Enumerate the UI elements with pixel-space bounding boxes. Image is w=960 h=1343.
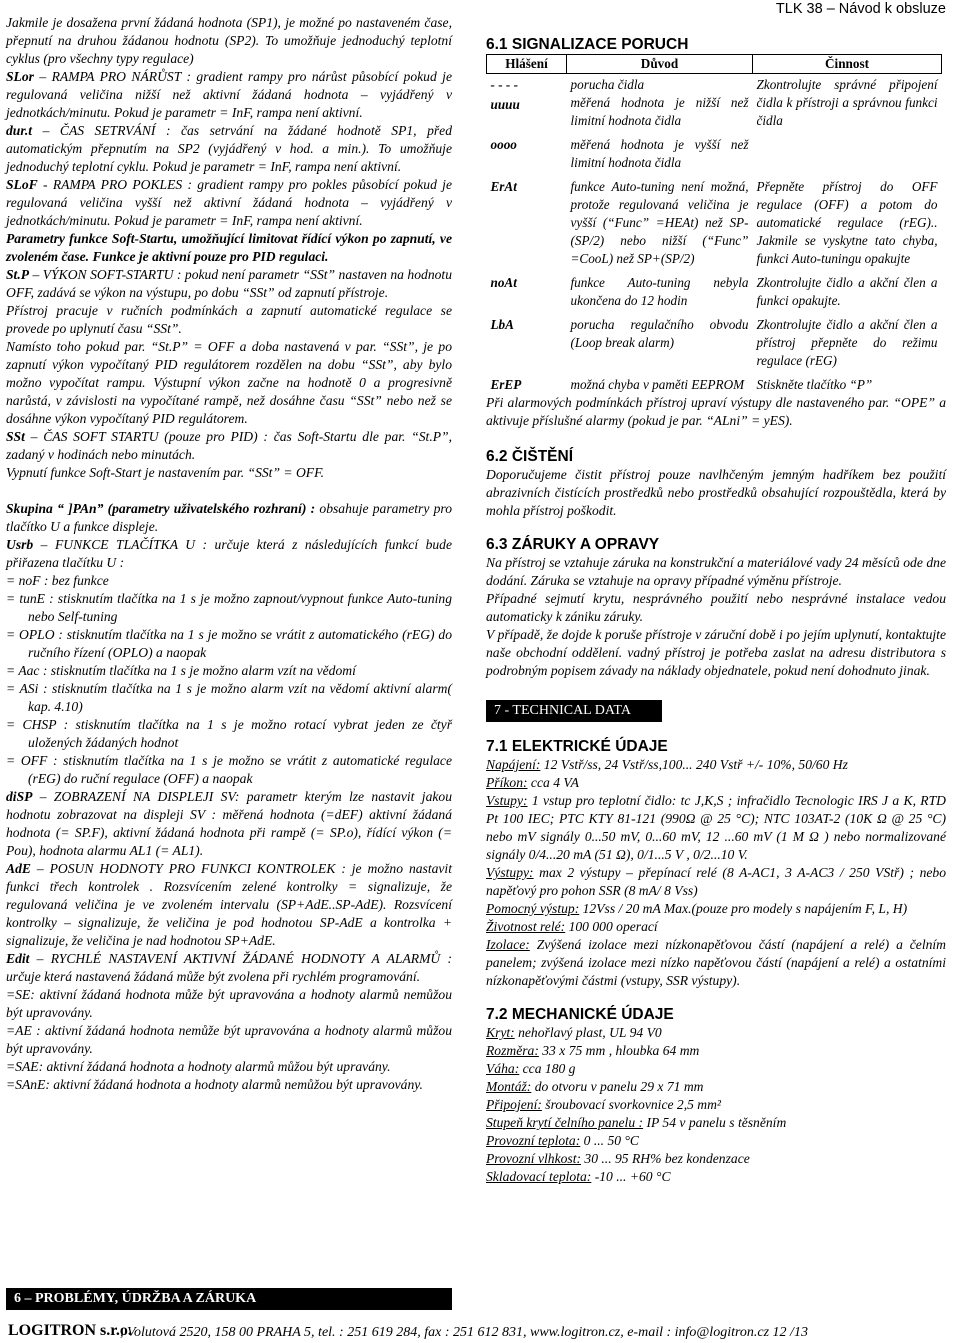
table-row xyxy=(487,370,942,394)
param-text: – ČAS SOFT STARTU (pouze pro PID) : čas Soft-Startu dle par. “St.P”, zadaný v hodinách nebo minutách. xyxy=(6,429,452,462)
list-item: = OPLO : stisknutím tlačítka na 1 s je možno se vrátit z automatického (rEG) do ručního řízení (OPLO) a naopak xyxy=(6,627,452,660)
param-term: diSP xyxy=(6,789,33,804)
spec-item xyxy=(486,792,946,864)
table-cell-reason: možná chyba v paměti EEPROM xyxy=(570,377,745,392)
table-cell-reason: porucha čidla xyxy=(570,77,645,92)
spec-label: Rozměra: xyxy=(486,1043,539,1058)
param-text: – RAMPA PRO NÁRŮST : gradient rampy pro nárůst působící pokud je regulovaná veličina nižší než aktivní žádaná hodnota – vyjádřený v jednotkách/minutu. Pokud je parametr = InF, rampa není aktivní. xyxy=(6,69,452,120)
param-usrb xyxy=(6,536,452,572)
spec-label: Životnost relé: xyxy=(486,919,566,934)
param-text: – POSUN HODNOTY PRO FUNKCI KONTROLEK : je možno nastavit funkci třech kontrolek . Rozsvícením zelené kontrolky = signalizuje, že regulovaná veličina je ve zvoleném intervalu (SP+AdE..SP-AdE). Rozsvícení kontrolky – signalizuje, že veličina je pod hodnotou SP-AdE a kontrolka + signalizuje, že veličina je nad hodnotou SP+AdE. xyxy=(6,861,452,948)
spec-value: 12 Vstř/ss, 24 Vstř/ss,100... 240 Vstř +/- 10%, 50/60 Hz xyxy=(540,757,848,772)
table-cell-reason: funkce Auto-tuning není možná, protože regulovaná veličina je vyšší (“Func” =HEAt) než SP-(SP/2) nebo nižší (“Func” =CooL) než SP+(SP/2) xyxy=(570,179,749,266)
section-title-6-2: 6.2 ČIŠTĚNÍ xyxy=(486,448,573,465)
table-cell-reason: měřená hodnota je vyšší než limitní hodnota čidla xyxy=(570,137,749,170)
table-cell-action: Stiskněte tlačítko “P” xyxy=(756,377,873,392)
spec-item xyxy=(486,1168,946,1186)
param-stp xyxy=(6,266,452,302)
spec-label: Provozní vlhkost: xyxy=(486,1151,582,1166)
right-column xyxy=(486,0,946,1186)
section-title-7-1: 7.1 ELEKTRICKÉ ÚDAJE xyxy=(486,738,668,755)
table-cell-reason: měřená hodnota je nižší než limitní hodnota čidla xyxy=(570,95,749,128)
spec-value: Zvýšená izolace mezi nízkonapěťovou částí (napájení a relé) a čelním panelem; zvýšená izolace mezi nízko napěťovou částí (napájení a relé) a ostatními nízkonapěťovými částmi (vstupy, SSR výstupy). xyxy=(486,937,946,988)
spec-value: 1 vstup pro teplotní čidlo: tc J,K,S ; infračidlo Tecnologic IRS J a K, RTD Pt 100 IEC; PTC KTY 81-121 (990Ω @ 25 °C); NTC 103AT-2 (10K Ω @ 25 °C) nebo mV signály 0...50 mV, 0...60 mV, 12 ...60 mV (1 M Ω ) nebo normalizované signály 0/4...20 mA (51 Ω), 0/1...5 V , 0/2...10 V. xyxy=(486,793,946,862)
manual-paragraph: Přístroj pracuje v ručních podmínkách a zapnutí automatické regulace se provede po uplynutí času “SSt”. xyxy=(6,303,452,336)
table-row xyxy=(487,74,942,95)
spec-item xyxy=(486,1024,946,1042)
group-pan xyxy=(6,500,452,536)
table-header: Důvod xyxy=(567,55,753,74)
intro-paragraph: Jakmile je dosažena první žádaná hodnota (SP1), je možné po nastaveném čase, přepnutí na druhou žádanou hodnotu (SP2). To umožňuje jednoduchý teplotní cyklus (pro všechny typy regulace) xyxy=(6,15,452,66)
instead-paragraph: Namísto toho pokud par. “St.P” = OFF a doba nastavená v par. “SSt”, je po zapnutí výkon vypočítaný PID regulátorem rozdělen na dobu “SSt”, aby bylo možno vypočítat rampu. Výstupní výkon začne na hodnotě 0 a progresivně narůstá, v závislosti na vypočítané rampě, než dosáhne času “SSt” nebo než se dosáhne výkon vypočítaný PID regulátorem. xyxy=(6,339,452,426)
list-item: = OFF : stisknutím tlačítka na 1 s je možno se vrátit z automatické regulace (rEG) do ruční regulace (OFF) a naopak xyxy=(6,753,452,786)
table-cell-reason: funkce Auto-tuning nebyla ukončena do 12 hodin xyxy=(570,275,749,308)
table-cell-code: oooo xyxy=(490,137,517,152)
list-item: =AE : aktivní žádaná hodnota nemůže být upravována a hodnoty alarmů můžou být upravovány. xyxy=(6,1023,452,1056)
list-item: = noF : bez funkce xyxy=(6,573,109,588)
spec-label: Vstupy: xyxy=(486,793,528,808)
param-term: SLor xyxy=(6,69,34,84)
softstart-off-paragraph: Vypnutí funkce Soft-Start je nastavením par. “SSt” = OFF. xyxy=(6,465,325,480)
mechanical-specs xyxy=(486,1024,946,1186)
spec-value: cca 180 g xyxy=(519,1061,576,1076)
param-text: - RAMPA PRO POKLES : gradient rampy pro pokles působící pokud je regulovaná veličina vyšší než aktivní žádaná hodnota – vyjádřený v jednotkách/minutu. Pokud je parametr = InF, rampa není aktivní. xyxy=(6,177,452,228)
spec-label: Izolace: xyxy=(486,937,530,952)
softstart-heading: Parametry funkce Soft-Startu, umožňující limitovat řídící výkon po zapnutí, ve zvoleném čase. Funkce je aktivní pouze pro PID regulaci. xyxy=(6,231,452,264)
section-bar-6: 6 – PROBLÉMY, ÚDRŽBA A ZÁRUKA xyxy=(6,1288,452,1310)
param-edit xyxy=(6,950,452,986)
spec-item xyxy=(486,1132,946,1150)
table-cell-action: Přepněte přístroj do OFF regulace (OFF) a potom do automatické regulace (rEG).. Jakmile se vyskytne tato chyba, funkci Auto-tuningu opakujte xyxy=(756,179,938,266)
param-text: – ČAS SETRVÁNÍ : čas setrvání na žádané hodnotě SP1, před automatickým přepnutím na SP2 (vyjádřený v hod. a min.). To umožňuje jednoduchý teplotní cyklu. Pokud je parametr = InF, rampa není aktivní. xyxy=(6,123,452,174)
list-item: =SAE: aktivní žádaná hodnota a hodnoty alarmů můžou být upravány. xyxy=(6,1059,391,1074)
param-text: – RYCHLÉ NASTAVENÍ AKTIVNÍ ŽÁDANÉ HODNOTY A ALARMŮ : určuje která nastavená žádaná může být zvolena při rychlém programování. xyxy=(6,951,452,984)
spec-value: IP 54 v panelu s těsněním xyxy=(643,1115,787,1130)
table-cell-action: Zkontrolujte čidlo a akční člen a přístroj přepněte do režimu regulace (rEG) xyxy=(756,317,938,368)
spec-label: Připojení: xyxy=(486,1097,542,1112)
electrical-specs xyxy=(486,756,946,990)
table-cell-action: Zkontrolujte čidlo a akční člen a funkci opakujte. xyxy=(756,275,938,308)
group-heading: Skupina “ ]PAn” (parametry uživatelského rozhraní) : xyxy=(6,501,316,516)
section-title-7-2: 7.2 MECHANICKÉ ÚDAJE xyxy=(486,1006,674,1023)
table-cell-action: Zkontrolujte správné připojení čidla k přístroji a správnou funkci čidla xyxy=(756,77,938,128)
warranty-paragraph: Na přístroj se vztahuje záruka na konstrukční a materiálové vady 24 měsíců ode dne dodání. Záruka se vztahuje na opravy případné výměnu přístroje. xyxy=(486,555,946,588)
param-term: SLoF xyxy=(6,177,38,192)
spec-label: Kryt: xyxy=(486,1025,515,1040)
section-title-6-1: 6.1 SIGNALIZACE PORUCH xyxy=(486,36,689,53)
spec-item xyxy=(486,1114,946,1132)
spec-label: Stupeň krytí čelního panelu : xyxy=(486,1115,644,1130)
footer-contact: , Volutová 2520, 158 00 PRAHA 5, tel. : 251 619 284, fax : 251 612 831, www.logitron.cz, e-mail : info@logitron.cz 12 /13 xyxy=(120,1325,808,1340)
param-text: – FUNKCE TLAČÍTKA U : určuje která z následujících funkcí bude přiřazena tlačítku U : xyxy=(6,537,452,570)
table-header: Hlášení xyxy=(487,55,567,74)
spec-value: 33 x 75 mm , hloubka 64 mm xyxy=(538,1043,700,1058)
list-item: = CHSP : stisknutím tlačítka na 1 s je možno rotací vybrat jeden ze čtyř uložených žádaných hodnot xyxy=(6,717,452,750)
error-table xyxy=(486,54,942,394)
table-cell-code: uuuu xyxy=(490,97,520,112)
warranty-paragraph: V případě, že dojde k poruše přístroje v záruční době i po jejím uplynutí, kontaktujte naše obchodní oddělení. vadný přístroj je potřeba zaslat na adresu distributora s podrobným popisem závady na náklady objednatele, pokud není dohodnuto jinak. xyxy=(486,627,946,678)
spec-item xyxy=(486,1096,946,1114)
spec-value: šroubovací svorkovnice 2,5 mm² xyxy=(541,1097,722,1112)
spec-label: Výstupy: xyxy=(486,865,534,880)
spec-label: Příkon: xyxy=(486,775,528,790)
spec-item xyxy=(486,936,946,990)
spec-value: max 2 výstupy – přepínací relé (8 A-AC1, 3 A-AC3 / 250 VStř) ; nebo napěťový pro pohon SSR (8 mA/ 8 Vss) xyxy=(486,865,946,898)
list-item: = Aac : stisknutím tlačítka na 1 s je možno alarm vzít na vědomí xyxy=(6,663,356,678)
spec-item xyxy=(486,1042,946,1060)
list-item: = ASi : stisknutím tlačítka na 1 s je možno alarm vzít na vědomí aktivní alarm( kap. 4.10) xyxy=(6,681,452,714)
param-sst xyxy=(6,428,452,464)
param-term: Edit xyxy=(6,951,30,966)
spec-item xyxy=(486,864,946,900)
param-slof xyxy=(6,176,452,230)
param-text: – ZOBRAZENÍ NA DISPLEJI SV: parametr kterým lze nastavit jakou hodnotu zobrazovat na displeji SV : měřená hodnota (=dEF) aktivní žádaná hodnota (= SP.F), aktivní žádaná hodnota při rampě (= SP.o), řídící výkon (= Pou), hodnota alarmu AL1 (= AL1). xyxy=(6,789,452,858)
spec-value: -10 ... +60 °C xyxy=(591,1169,671,1184)
spec-value: 100 000 operací xyxy=(565,919,658,934)
list-item: = tunE : stisknutím tlačítka na 1 s je možno zapnout/vypnout funkce Auto-tuning nebo Self-tuning xyxy=(6,591,452,624)
cleaning-paragraph: Doporučujeme čistit přístroj pouze navlhčeným jemným hadříkem bez použití abrazivních čistících prostředků nebo prostředků obsahující rozpouštědla, která by mohla přístroj poškodit. xyxy=(486,467,946,518)
table-row xyxy=(487,172,942,268)
spec-value: cca 4 VA xyxy=(527,775,579,790)
table-row xyxy=(487,130,942,172)
spec-item xyxy=(486,756,946,774)
spec-item xyxy=(486,1078,946,1096)
spec-value: nehořlavý plast, UL 94 V0 xyxy=(514,1025,662,1040)
param-term: Usrb xyxy=(6,537,34,552)
table-cell-code: ErEP xyxy=(490,377,522,392)
table-cell-code: ErAt xyxy=(490,179,517,194)
param-term: St.P xyxy=(6,267,30,282)
left-column xyxy=(6,0,452,1306)
param-term: AdE xyxy=(6,861,31,876)
list-item: =SAnE: aktivní žádaná hodnota a hodnoty alarmů nemůžou být upravovány. xyxy=(6,1077,423,1092)
spec-item xyxy=(486,1150,946,1168)
table-row xyxy=(487,268,942,310)
table-cell-code: - - - - xyxy=(490,77,518,92)
section-title-6-3: 6.3 ZÁRUKY A OPRAVY xyxy=(486,536,660,553)
spec-value: do otvoru v panelu 29 x 71 mm xyxy=(531,1079,704,1094)
table-header: Činnost xyxy=(753,55,942,74)
param-disp xyxy=(6,788,452,860)
group-text: obsahuje parametry pro tlačítko U a funkce displeje. xyxy=(6,501,452,534)
table-cell-reason: porucha regulačního obvodu (Loop break alarm) xyxy=(570,317,749,350)
spec-label: Pomocný výstup: xyxy=(486,901,580,916)
spec-label: Montáž: xyxy=(486,1079,532,1094)
usrb-options xyxy=(6,572,452,788)
document-header: TLK 38 – Návod k obsluze xyxy=(775,1,946,17)
param-text: – VÝKON SOFT-STARTU : pokud není parametr “SSt” nastaven na hodnotu OFF, zadává se výkon na výstupu, po dobu “SSt” od zapnutí přístroje. xyxy=(6,267,452,300)
company-name: LOGITRON s.r.o. xyxy=(8,1322,132,1339)
param-term: dur.t xyxy=(6,123,33,138)
spec-label: Skladovací teplota: xyxy=(486,1169,592,1184)
param-ade xyxy=(6,860,452,950)
spec-item xyxy=(486,918,946,936)
spec-label: Provozní teplota: xyxy=(486,1133,581,1148)
param-durt xyxy=(6,122,452,176)
alarm-note: Při alarmových podmínkách přístroj upraví výstupy dle nastaveného par. “OPE” a aktivuje příslušné alarmy (pokud je par. “ALni” = yES). xyxy=(486,395,946,428)
spec-label: Váha: xyxy=(486,1061,520,1076)
param-term: SSt xyxy=(6,429,25,444)
spec-value: 30 ... 95 RH% bez kondenzace xyxy=(581,1151,750,1166)
spec-item xyxy=(486,1060,946,1078)
table-cell-code: LbA xyxy=(490,317,514,332)
warranty-paragraph: Případné sejmutí krytu, nesprávného použití nebo nesprávné instalace vedou automaticky k zániku záruky. xyxy=(486,591,946,624)
edit-options xyxy=(6,986,452,1094)
spec-value: 0 ... 50 °C xyxy=(580,1133,639,1148)
param-slor xyxy=(6,68,452,122)
spec-value: 12Vss / 20 mA Max.(pouze pro modely s napájením F, L, H) xyxy=(579,901,908,916)
section-bar-7: 7 - TECHNICAL DATA xyxy=(486,700,662,722)
list-item: =SE: aktivní žádaná hodnota může být upravována a hodnoty alarmů nemůžou být upravovány. xyxy=(6,987,452,1020)
spec-item xyxy=(486,900,946,918)
table-header-row xyxy=(487,55,942,74)
table-cell-code: noAt xyxy=(490,275,517,290)
table-cell-action xyxy=(753,130,942,172)
spec-label: Napájení: xyxy=(486,757,541,772)
table-row xyxy=(487,310,942,370)
spec-item xyxy=(486,774,946,792)
